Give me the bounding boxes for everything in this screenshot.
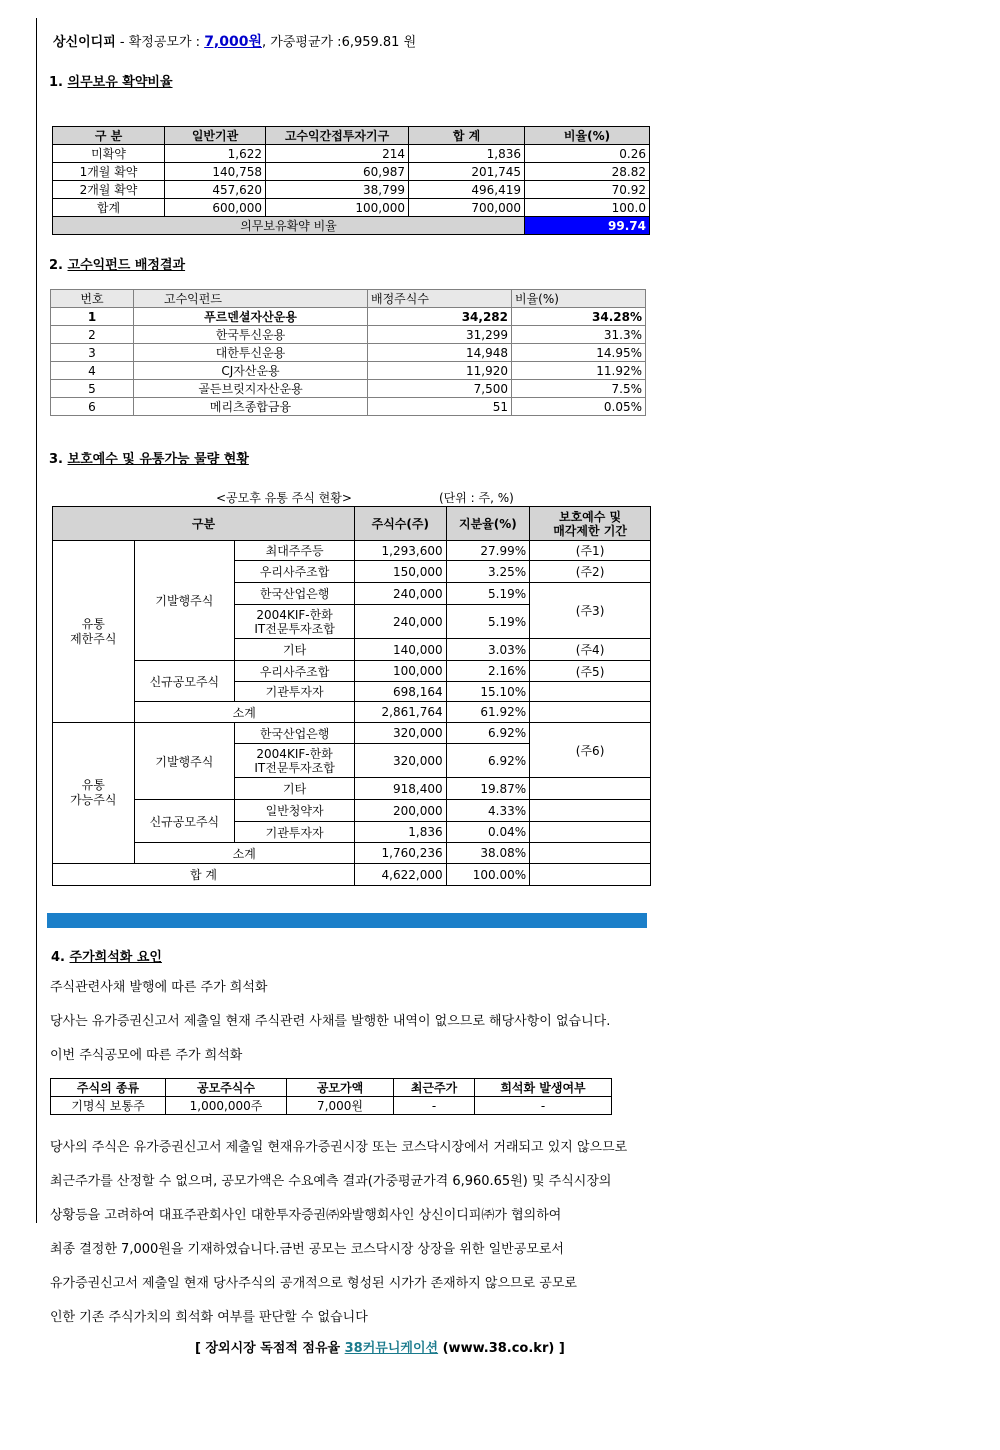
table-cell: - xyxy=(394,1097,475,1115)
body-text: 주식관련사채 발행에 따른 주가 희석화 xyxy=(50,980,268,995)
subtotal-row xyxy=(53,702,651,723)
body-text: 최종 결정한 7,000원을 기재하였습니다.금번 공모는 코스닥시장 상장을 위한 일반공모로서 xyxy=(50,1242,564,1257)
group-label-line1: 유통 xyxy=(81,616,105,631)
col-header: 고수익간접투자기구 xyxy=(266,127,409,145)
note-cell xyxy=(530,843,651,864)
subtotal-label: 소계 xyxy=(134,843,354,864)
table-row xyxy=(53,145,650,163)
table-cell: - xyxy=(475,1097,612,1115)
ratio-cell: 6.92% xyxy=(446,723,530,744)
holder-name: 최대주주등 xyxy=(235,541,355,561)
ratio-cell: 0.04% xyxy=(446,822,530,843)
shares-cell: 140,000 xyxy=(355,639,447,661)
shares-cell: 150,000 xyxy=(355,561,447,583)
table-cell: 60,987 xyxy=(266,163,409,181)
table-cell: 14,948 xyxy=(368,344,512,362)
table-cell: 600,000 xyxy=(165,199,266,217)
tradable-group-label xyxy=(53,723,135,864)
ratio-cell: 5.19% xyxy=(446,605,530,639)
table-row xyxy=(53,199,650,217)
ratio-cell: 6.92% xyxy=(446,744,530,778)
table-cell: 14.95% xyxy=(512,344,646,362)
shares-cell: 698,164 xyxy=(355,682,447,702)
table-row xyxy=(51,362,646,380)
col-header: 공모가액 xyxy=(287,1079,394,1097)
note-cell xyxy=(530,778,651,800)
subtotal-row xyxy=(53,843,651,864)
shares-cell: 100,000 xyxy=(355,661,447,682)
table-cell: 7,500 xyxy=(368,380,512,398)
table-cell: 100,000 xyxy=(266,199,409,217)
table-cell: 1,622 xyxy=(165,145,266,163)
shares-cell: 1,293,600 xyxy=(355,541,447,561)
table-row xyxy=(51,380,646,398)
table-cell: 1개월 확약 xyxy=(53,163,165,181)
ratio-cell: 5.19% xyxy=(446,583,530,605)
table-cell: 합계 xyxy=(53,199,165,217)
table-row xyxy=(53,163,650,181)
section2-number: 2. xyxy=(49,258,68,273)
col-header: 일반기관 xyxy=(165,127,266,145)
col-header: 고수익펀드 xyxy=(134,290,368,308)
table-cell: 70.92 xyxy=(525,181,650,199)
group-label-line2: 제한주식 xyxy=(70,631,117,646)
note-cell xyxy=(530,822,651,843)
table-cell: 11,920 xyxy=(368,362,512,380)
shares-cell: 240,000 xyxy=(355,605,447,639)
body-text: 유가증권신고서 제출일 현재 당사주식의 공개적으로 형성된 시가가 존재하지 않으므로 공모로 xyxy=(50,1276,577,1291)
offer-price-header xyxy=(53,31,416,51)
holder-name: 일반청약자 xyxy=(235,800,355,822)
col-header xyxy=(530,507,651,541)
table-cell: 38,799 xyxy=(266,181,409,199)
table-cell: 31,299 xyxy=(368,326,512,344)
table-cell: 201,745 xyxy=(409,163,525,181)
lock-header-line1: 보호예수 및 xyxy=(559,509,622,524)
table-cell: 7.5% xyxy=(512,380,646,398)
table-cell: 0.05% xyxy=(512,398,646,416)
holder-name: 한국산업은행 xyxy=(235,723,355,744)
col-header: 비율(%) xyxy=(525,127,650,145)
float-shares-table xyxy=(52,506,651,886)
col-header: 합 계 xyxy=(409,127,525,145)
table-cell: 한국투신운용 xyxy=(134,326,368,344)
footer-text-post: (www.38.co.kr) ] xyxy=(438,1341,565,1356)
section4-title-text: 주가희석화 요인 xyxy=(69,950,162,965)
ratio-cell: 2.16% xyxy=(446,661,530,682)
note-cell xyxy=(530,702,651,723)
table-cell: 457,620 xyxy=(165,181,266,199)
holder-name: 기타 xyxy=(235,639,355,661)
section4-number: 4. xyxy=(51,950,70,965)
summary-value: 99.74 xyxy=(525,217,650,235)
body-text: 당사의 주식은 유가증권신고서 제출일 현재유가증권시장 또는 코스닥시장에서 거래되고 있지 않으므로 xyxy=(50,1140,628,1155)
body-text: 이번 주식공모에 따른 주가 희석화 xyxy=(50,1048,243,1063)
table-cell: 기명식 보통주 xyxy=(51,1097,166,1115)
table-cell: 골든브릿지자산운용 xyxy=(134,380,368,398)
summary-label: 의무보유확약 비율 xyxy=(53,217,525,235)
table-cell: 140,758 xyxy=(165,163,266,181)
section3-title xyxy=(49,448,249,467)
table-cell: 푸르덴셜자산운용 xyxy=(134,308,368,326)
table-cell: 6 xyxy=(51,398,134,416)
table-cell: 3 xyxy=(51,344,134,362)
table-cell: 100.0 xyxy=(525,199,650,217)
shares-cell: 1,836 xyxy=(355,822,447,843)
note-cell xyxy=(530,864,651,886)
footer-text-pre: [ 장외시장 독점적 점유율 xyxy=(195,1341,345,1356)
company-name: 상신이디피 xyxy=(53,35,116,50)
subtotal-label: 소계 xyxy=(134,702,354,723)
note-cell: (주6) xyxy=(530,723,651,778)
shares-cell: 320,000 xyxy=(355,723,447,744)
table-cell: 5 xyxy=(51,380,134,398)
col-header: 주식의 종류 xyxy=(51,1079,166,1097)
table-caption: <공모후 유통 주식 현황> xyxy=(216,491,352,505)
table-cell: 496,419 xyxy=(409,181,525,199)
ratio-cell: 3.25% xyxy=(446,561,530,583)
table-cell: 1,836 xyxy=(409,145,525,163)
table-cell: 4 xyxy=(51,362,134,380)
col-header: 주식수(주) xyxy=(355,507,447,541)
lock-header-line2: 매각제한 기간 xyxy=(553,523,627,538)
footer-link[interactable]: 38커뮤니케이션 xyxy=(344,1341,439,1356)
ratio-cell: 3.03% xyxy=(446,639,530,661)
shares-cell: 200,000 xyxy=(355,800,447,822)
table-cell: 2개월 확약 xyxy=(53,181,165,199)
col-header: 지분율(%) xyxy=(446,507,530,541)
body-text: 인한 기존 주식가치의 희석화 여부를 판단할 수 없습니다 xyxy=(50,1310,368,1325)
col-header: 비율(%) xyxy=(512,290,646,308)
ratio-cell: 27.99% xyxy=(446,541,530,561)
table-row xyxy=(53,723,651,744)
table-cell: 28.82 xyxy=(525,163,650,181)
section3-number: 3. xyxy=(49,452,68,467)
table-row xyxy=(51,326,646,344)
col-header: 구분 xyxy=(53,507,355,541)
total-row xyxy=(53,864,651,886)
holder-name: 우리사주조합 xyxy=(235,561,355,583)
shares-cell: 918,400 xyxy=(355,778,447,800)
body-text: 상황등을 고려하여 대표주관회사인 대한투자증권㈜와발행회사인 상신이디피㈜가 협의하여 xyxy=(50,1208,562,1223)
shares-cell: 1,760,236 xyxy=(355,843,447,864)
col-header: 구 분 xyxy=(53,127,165,145)
unit-label: (단위 : 주, %) xyxy=(439,491,514,505)
table-cell: 700,000 xyxy=(409,199,525,217)
section1-title xyxy=(49,71,173,90)
table-cell: 214 xyxy=(266,145,409,163)
note-cell: (주4) xyxy=(530,639,651,661)
restricted-group-label xyxy=(53,541,135,723)
existing-shares-label: 기발행주식 xyxy=(134,723,235,800)
summary-row xyxy=(53,217,650,235)
table-cell: CJ자산운용 xyxy=(134,362,368,380)
fund-allocation-table xyxy=(50,289,646,416)
col-header: 최근주가 xyxy=(394,1079,475,1097)
shares-cell: 2,861,764 xyxy=(355,702,447,723)
body-text: 최근주가를 산정할 수 없으며, 공모가액은 수요예측 결과(가중평균가격 6,960.65원) 및 주식시장의 xyxy=(50,1174,612,1189)
table-cell: 대한투신운용 xyxy=(134,344,368,362)
holder-name-line2: IT전문투자조합 xyxy=(254,760,335,775)
ratio-cell: 38.08% xyxy=(446,843,530,864)
header-label-price: - 확정공모가 : xyxy=(115,35,205,50)
section2-title xyxy=(49,254,185,273)
ratio-cell: 15.10% xyxy=(446,682,530,702)
dilution-table xyxy=(50,1078,612,1115)
table-cell: 1,000,000주 xyxy=(166,1097,287,1115)
holder-name: 기타 xyxy=(235,778,355,800)
lockup-ratio-table xyxy=(52,126,650,235)
holder-name: 기관투자자 xyxy=(235,682,355,702)
left-border-line xyxy=(36,18,37,1223)
table-cell: 7,000원 xyxy=(287,1097,394,1115)
holder-name: 한국산업은행 xyxy=(235,583,355,605)
table-row xyxy=(53,800,651,822)
table-header-row xyxy=(53,127,650,145)
final-offer-price: 7,000원 xyxy=(204,34,262,50)
body-text: 당사는 유가증권신고서 제출일 현재 주식관련 사채를 발행한 내역이 없으므로 해당사항이 없습니다. xyxy=(50,1014,611,1029)
table-row xyxy=(51,344,646,362)
table-cell: 미확약 xyxy=(53,145,165,163)
table-row xyxy=(51,1097,612,1115)
section-divider-bar xyxy=(47,913,647,928)
table-row xyxy=(51,308,646,326)
shares-cell: 240,000 xyxy=(355,583,447,605)
table-cell: 0.26 xyxy=(525,145,650,163)
holder-name: 기관투자자 xyxy=(235,822,355,843)
note-cell xyxy=(530,682,651,702)
note-cell: (주1) xyxy=(530,541,651,561)
section2-title-text: 고수익펀드 배정결과 xyxy=(67,258,186,273)
table-cell: 2 xyxy=(51,326,134,344)
note-cell: (주5) xyxy=(530,661,651,682)
shares-cell: 4,622,000 xyxy=(355,864,447,886)
col-header: 희석화 발생여부 xyxy=(475,1079,612,1097)
footer-banner xyxy=(195,1337,565,1356)
ratio-cell: 61.92% xyxy=(446,702,530,723)
ratio-cell: 19.87% xyxy=(446,778,530,800)
group-label-line1: 유통 xyxy=(81,778,105,792)
holder-name-line1: 2004KIF-한화 xyxy=(256,607,333,622)
table-cell: 51 xyxy=(368,398,512,416)
note-cell xyxy=(530,800,651,822)
table-cell: 메리츠종합금융 xyxy=(134,398,368,416)
note-cell: (주2) xyxy=(530,561,651,583)
section1-number: 1. xyxy=(49,75,68,90)
header-label-weighted: , 가중평균가 :6,959.81 원 xyxy=(262,35,417,50)
table-cell: 1 xyxy=(51,308,134,326)
new-issue-label: 신규공모주식 xyxy=(134,800,235,843)
new-issue-label: 신규공모주식 xyxy=(134,661,235,702)
table-row xyxy=(53,181,650,199)
table-cell: 11.92% xyxy=(512,362,646,380)
section4-title xyxy=(51,946,162,965)
table-header-row xyxy=(53,507,651,541)
total-label: 합 계 xyxy=(53,864,355,886)
col-header: 번호 xyxy=(51,290,134,308)
note-cell: (주3) xyxy=(530,583,651,639)
shares-cell: 320,000 xyxy=(355,744,447,778)
ratio-cell: 4.33% xyxy=(446,800,530,822)
existing-shares-label: 기발행주식 xyxy=(134,541,235,661)
table-row xyxy=(53,541,651,561)
holder-name-line2: IT전문투자조합 xyxy=(254,621,335,636)
col-header: 공모주식수 xyxy=(166,1079,287,1097)
col-header: 배정주식수 xyxy=(368,290,512,308)
holder-name: 우리사주조합 xyxy=(235,661,355,682)
section3-title-text: 보호예수 및 유통가능 물량 현황 xyxy=(67,452,249,467)
table-row xyxy=(53,661,651,682)
group-label-line2: 가능주식 xyxy=(70,793,117,807)
holder-name-line1: 2004KIF-한화 xyxy=(256,746,333,761)
table-cell: 34.28% xyxy=(512,308,646,326)
table-cell: 31.3% xyxy=(512,326,646,344)
ratio-cell: 100.00% xyxy=(446,864,530,886)
section1-title-text: 의무보유 확약비율 xyxy=(67,75,173,90)
holder-name xyxy=(235,744,355,778)
table-header-row xyxy=(51,290,646,308)
table-row xyxy=(51,398,646,416)
holder-name xyxy=(235,605,355,639)
table-header-row xyxy=(51,1079,612,1097)
table-cell: 34,282 xyxy=(368,308,512,326)
